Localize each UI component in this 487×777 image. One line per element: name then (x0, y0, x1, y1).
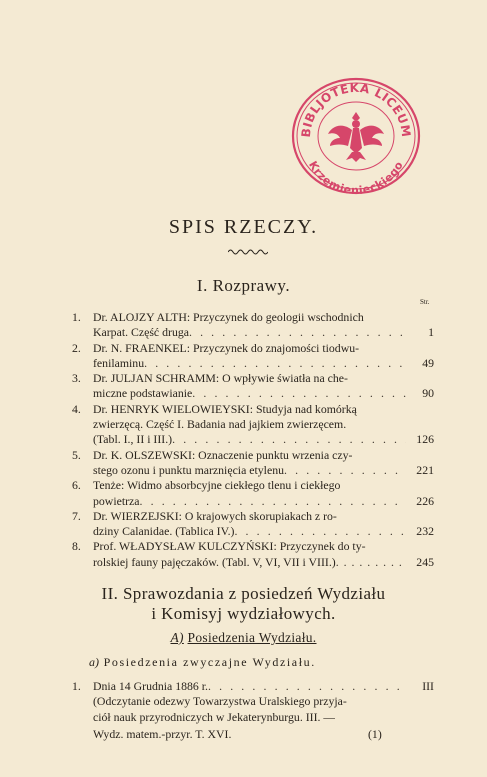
entry-page: 90 (422, 386, 434, 401)
entry-page: 226 (416, 493, 434, 508)
entry-page: 245 (416, 554, 434, 569)
stamp-bottom-text: Krzemienieckiego (305, 158, 406, 196)
entry-number: 2. (72, 340, 81, 355)
entry-number: 3. (72, 371, 81, 386)
eagle-icon (328, 112, 384, 162)
entry-text: Dr. WIERZEJSKI: O krajowych skorupiakach z ro- (93, 508, 337, 523)
stamp-top-text: BIBLJOTEKA LICEUM (298, 80, 414, 139)
dot-leader (140, 494, 406, 509)
toc-entry (72, 310, 434, 341)
entry-page: 221 (416, 462, 434, 477)
dot-leader (144, 356, 406, 371)
toc-entry (72, 448, 434, 479)
entry-text: zwierzęcą. Część I. Badania nad jajkiem zwierzęcem. (93, 417, 347, 432)
entry-number: 5. (72, 447, 81, 462)
ornament-squiggle (228, 248, 268, 256)
dot-leader (189, 325, 406, 340)
page-title: SPIS RZECZY. (168, 216, 319, 238)
entry-number: 7. (72, 508, 81, 523)
entry-number: 4. (72, 401, 81, 416)
sheet-number: (1) (368, 727, 382, 741)
entry-number: 6. (72, 478, 81, 493)
toc-entry (72, 402, 434, 448)
entry-number: 8. (72, 539, 81, 554)
entry-text: Prof. WŁADYSŁAW KULCZYŃSKI: Przyczynek do ty- (93, 539, 366, 554)
printer-signature: Wydz. matem.-przyr. T. XVI. (93, 727, 232, 741)
entry-text: Dr. N. FRAENKEL: Przyczynek do znajomości tiodwu- (93, 340, 360, 355)
entry-text: Dr. JULJAN SCHRAMM: O wpływie światła na che- (93, 371, 348, 386)
dot-leader (192, 386, 406, 401)
dot-leader (284, 463, 406, 478)
subsubsection-letter: a) (89, 655, 99, 669)
entry-text: Tenże: Widmo absorbcyjne ciekłego tlenu i ciekłego (93, 478, 341, 493)
subsection-heading (0, 630, 487, 646)
meeting-list (72, 679, 434, 725)
entry-page: 1 (428, 325, 434, 340)
toc-entry (72, 341, 434, 372)
entry-text: Dnia 14 Grudnia 1886 r. (93, 679, 209, 693)
entry-text: stego ozonu i punktu marznięcia etylenu (93, 462, 284, 477)
entry-text: miczne podstawianie (93, 386, 193, 401)
library-stamp (288, 72, 424, 196)
section-heading-rozprawy: I. Rozprawy. (196, 276, 291, 295)
section-heading-sprawozdania: II. Sprawozdania z posiedzeń Wydziału (101, 584, 386, 603)
entry-page: 126 (416, 432, 434, 447)
entry-text: Dr. K. OLSZEWSKI: Oznaczenie punktu wrzenia czy- (93, 447, 353, 462)
entry-text: (Odczytanie odezwy Towarzystwa Uralskiego przyja- (93, 694, 347, 709)
dot-leader (234, 524, 406, 539)
toc-entry (72, 509, 434, 540)
entry-page: III (422, 679, 434, 693)
entry-text: dziny Calanidae. (Tablica IV.) (93, 524, 235, 539)
entry-page: 49 (422, 355, 434, 370)
entry-text: fenilaminu (93, 355, 145, 370)
subsection-letter: A) (170, 630, 184, 645)
dot-leader (208, 679, 406, 694)
entry-text: rolskiej fauny pajęczaków. (Tabl. V, VI, VII i VIII.) (93, 554, 336, 569)
entry-text: ciół nauk przyrodniczych w Jekaterynburgu. III. — (93, 709, 336, 724)
section-heading-sprawozdania-cont: i Komisyj wydziałowych. (151, 604, 336, 623)
entry-text: powietrza (93, 493, 140, 508)
entry-text: (Tabl. I., II i III.) (93, 432, 173, 447)
toc-list (72, 310, 434, 570)
entry-text: Dr. HENRYK WIELOWIEYSKI: Studyja nad komórką (93, 401, 357, 416)
entry-page: 232 (416, 524, 434, 539)
entry-number: 1. (72, 679, 81, 693)
page-column-label: Str. (420, 298, 430, 306)
subsection-title: Posiedzenia Wydziału. (187, 630, 317, 645)
entry-text: Karpat. Część druga (93, 325, 189, 340)
toc-entry (72, 539, 434, 570)
dot-leader (336, 555, 406, 570)
dot-leader (172, 432, 406, 447)
subsubsection-heading (89, 655, 316, 670)
meeting-entry (72, 679, 434, 725)
entry-number: 1. (72, 310, 81, 324)
subsubsection-title: Posiedzenia zwyczajne Wydziału. (103, 655, 316, 669)
toc-entry (72, 371, 434, 402)
entry-text: Dr. ALOJZY ALTH: Przyczynek do geologii wschodnich (93, 310, 364, 324)
toc-entry (72, 478, 434, 509)
